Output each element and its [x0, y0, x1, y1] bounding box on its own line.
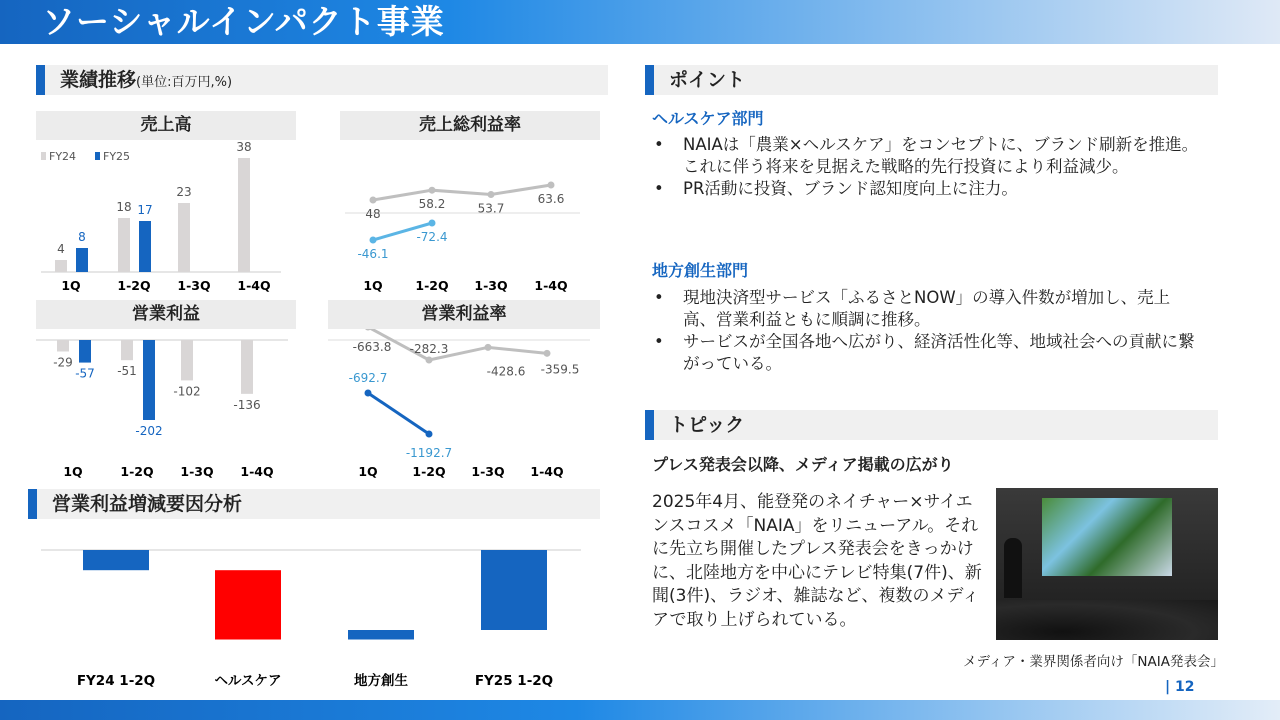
chart-gross-margin — [340, 140, 600, 300]
list-item: • NAIAは「農業×ヘルスケア」をコンセプトに、ブランド刷新を推進。これに伴う将来を見据えた戦略的先行投資により利益減少。 — [652, 134, 1202, 178]
tick-label: 1Q — [358, 464, 378, 479]
legend-swatch-fy25 — [95, 152, 100, 160]
topic-body: 2025年4月、能登発のネイチャー×サイエンスコスメ「NAIA」をリニューアル。それに先立ち開催したプレス発表会をきっかけに、北陸地方を中心にテレビ特集(7件)、新聞(3件)、ラジオ、雑誌など、複数のメディアで取り上げられている。 — [652, 492, 982, 630]
section-topic — [645, 410, 1218, 440]
tick-label: 1-2Q — [120, 464, 154, 479]
section-waterfall-title: 営業利益増減要因分析 — [52, 493, 243, 515]
data-label: 38 — [236, 140, 252, 154]
data-point — [429, 187, 436, 194]
series-line — [373, 185, 551, 200]
bar — [57, 340, 69, 351]
tick-label: 1Q — [61, 278, 81, 293]
bar — [121, 340, 133, 360]
bar — [215, 570, 281, 639]
page-title: ソーシャルインパクト事業 — [42, 2, 445, 41]
section-topic-title: トピック — [669, 414, 745, 436]
chart-op-margin — [328, 329, 600, 484]
section-point-title: ポイント — [669, 69, 746, 91]
chart-title-gross-margin: 売上総利益率 — [340, 111, 600, 140]
tick-label: 1-4Q — [530, 464, 564, 479]
section-marker — [645, 410, 654, 440]
list-item: • サービスが全国各地へ広がり、経済活性化等、地域社会への貢献に繋がっている。 — [652, 331, 1202, 375]
regional-heading: 地方創生部門 — [652, 261, 749, 280]
bar — [241, 340, 253, 394]
bar — [143, 340, 155, 420]
section-performance — [36, 65, 608, 95]
chart-title-sales: 売上高 — [36, 111, 296, 140]
list-item: • 現地決済型サービス「ふるさとNOW」の導入件数が増加し、売上高、営業利益ともに順調に推移。 — [652, 287, 1202, 331]
bar — [238, 158, 250, 272]
tick-label: 1-3Q — [177, 278, 211, 293]
chart-title-op-income: 営業利益 — [36, 300, 296, 329]
chart-sales — [36, 140, 296, 300]
data-point — [548, 182, 555, 189]
data-label: -72.4 — [416, 230, 448, 244]
tick-label: 1-4Q — [240, 464, 274, 479]
section-marker — [645, 65, 654, 95]
data-point — [544, 350, 551, 357]
data-label: 17 — [137, 203, 153, 217]
data-point — [370, 197, 377, 204]
chart-op-income — [36, 329, 306, 484]
tick-label: ヘルスケア — [214, 673, 282, 689]
data-point — [485, 344, 492, 351]
tick-label: FY25 1-2Q — [474, 673, 554, 689]
section-marker — [28, 489, 37, 519]
data-point — [429, 220, 436, 227]
data-label: 18 — [116, 200, 132, 214]
chart-title-op-margin: 営業利益率 — [328, 300, 600, 329]
legend-label-fy25: FY25 — [103, 150, 131, 163]
bar — [118, 218, 130, 272]
section-performance-title: 業績推移 — [60, 69, 137, 91]
tick-label: 1-2Q — [117, 278, 151, 293]
data-label: -282.3 — [409, 342, 449, 356]
tick-label: 地方創生 — [354, 673, 408, 689]
section-marker — [36, 65, 45, 95]
data-label: -102 — [173, 384, 201, 399]
tick-label: 1-4Q — [237, 278, 271, 293]
data-label: 58.2 — [418, 197, 446, 212]
bar — [76, 248, 88, 272]
data-label: 23 — [176, 185, 192, 199]
data-label: -692.7 — [348, 371, 388, 385]
chart-waterfall — [36, 540, 596, 695]
list-item: • PR活動に投資、ブランド認知度向上に注力。 — [652, 178, 1202, 200]
tick-label: 1Q — [363, 278, 383, 293]
section-waterfall — [28, 489, 600, 519]
section-point — [645, 65, 1218, 95]
bar — [481, 550, 547, 630]
data-label: -136 — [233, 397, 261, 412]
legend-swatch-fy24 — [41, 152, 46, 160]
tick-label: 1-2Q — [412, 464, 446, 479]
tick-label: FY24 1-2Q — [76, 673, 156, 689]
data-point — [426, 357, 433, 364]
data-label: -51 — [117, 364, 137, 379]
healthcare-heading: ヘルスケア部門 — [652, 109, 764, 128]
regional-bullets — [652, 287, 1202, 375]
data-label: -57 — [75, 366, 95, 381]
data-label: -202 — [135, 424, 163, 438]
press-event-photo — [996, 488, 1218, 640]
data-point — [488, 191, 495, 198]
data-label: -359.5 — [540, 362, 580, 377]
bar — [178, 203, 190, 272]
tick-label: 1Q — [63, 464, 83, 479]
data-label: 53.7 — [477, 201, 505, 216]
data-point — [370, 237, 377, 244]
tick-label: 1-3Q — [471, 464, 505, 479]
data-label: 4 — [57, 242, 65, 256]
healthcare-bullets — [652, 134, 1202, 200]
footer-bar — [0, 700, 1280, 720]
data-label: 48 — [365, 207, 381, 221]
series-line — [368, 329, 547, 360]
data-label: -29 — [53, 355, 73, 370]
tick-label: 1-2Q — [415, 278, 449, 293]
tick-label: 1-4Q — [534, 278, 568, 293]
section-unit: (単位:百万円,%) — [136, 75, 233, 90]
data-label: -1192.7 — [405, 446, 453, 460]
data-label: -428.6 — [486, 364, 526, 379]
bar — [181, 340, 193, 380]
data-label: 8 — [78, 230, 86, 244]
photo-caption: メディア・業界関係者向け「NAIA発表会」 — [963, 654, 1224, 670]
data-label: -46.1 — [357, 247, 389, 261]
bar — [348, 630, 414, 640]
tick-label: 1-3Q — [474, 278, 508, 293]
bar — [83, 550, 149, 570]
topic-heading: プレス発表会以降、メディア掲載の広がり — [652, 455, 954, 474]
tick-label: 1-3Q — [180, 464, 214, 479]
projection-screen — [1042, 498, 1172, 576]
data-label: -663.8 — [352, 340, 392, 354]
legend-label-fy24: FY24 — [49, 150, 77, 163]
page-number: | 12 — [1165, 679, 1195, 695]
bar — [139, 221, 151, 272]
series-line — [368, 393, 429, 434]
data-point — [426, 431, 433, 438]
data-point — [365, 390, 372, 397]
bar — [79, 340, 91, 363]
bar — [55, 260, 67, 272]
data-label: 63.6 — [537, 192, 565, 206]
